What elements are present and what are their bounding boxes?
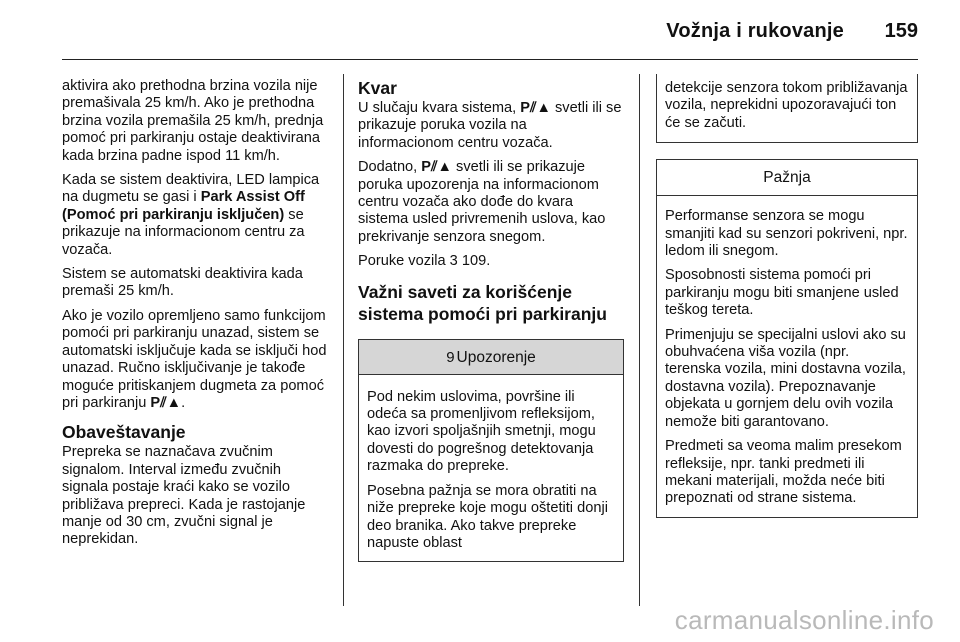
warning-title: Upozorenje — [456, 348, 536, 366]
paragraph — [62, 308, 330, 412]
header-divider — [62, 59, 918, 60]
warning-icon: 9 — [446, 348, 455, 366]
paragraph: aktivira ako prethodna brzina vozila nije premašivala 25 km/h. Ako je prethodna brzina vozila premašila 25 km/h, prednja pomoć pri parkiranju ostaje deaktivirana kada brzina padne ispod 11 km/h. — [62, 78, 324, 164]
column-divider-1 — [343, 74, 344, 606]
page-reference-icon: 3 — [449, 253, 458, 270]
watermark: carmanualsonline.info — [674, 605, 934, 635]
park-assist-icon: P⫽▲ — [150, 394, 182, 411]
paragraph: Posebna pažnja se mora obratiti na niže prepreke koje mogu oštetiti donji deo branika. Ako takve prepreke napuste oblast — [367, 482, 608, 551]
paragraph — [358, 159, 624, 246]
paragraph: detekcije senzora tokom približavanja vozila, neprekidni upozoravajući ton će se začuti. — [665, 80, 908, 131]
section-title: Vožnja i rukovanje — [666, 20, 844, 42]
park-assist-icon: P⫽▲ — [421, 159, 452, 176]
warning-header — [359, 339, 623, 375]
text: . — [181, 394, 186, 411]
page-number: 159 — [884, 20, 918, 42]
paragraph — [358, 253, 624, 270]
text-column-3 — [656, 78, 918, 518]
paragraph — [358, 100, 624, 152]
text: Kada se sistem deaktivira, LED lampica na dugmetu se gasi i — [62, 172, 320, 206]
notice-body — [657, 196, 917, 517]
paragraph: Pod nekim uslovima, površine ili odeća sa promenljivom refleksijom, kao izvori spoljašnjih smetnji, mogu dovesti do pogrešnog detektovanja razmaka do prepreke. — [367, 388, 596, 475]
park-assist-icon: P⫽▲ — [520, 100, 551, 116]
paragraph — [62, 172, 330, 259]
text: Ako je vozilo opremljeno samo funkcijom pomoći pri parkiranju unazad, sistem se automatski isključuje kada se isključi hod unazad. Ručno isključivanje je takođe moguće pritiskanjem dugmeta za pomoć pri parkiranju — [62, 307, 327, 411]
paragraph: Sistem se automatski deaktivira kada premaši 25 km/h. — [62, 266, 303, 300]
page-header — [0, 0, 960, 62]
warning-body — [359, 375, 623, 562]
text: Poruke vozila — [358, 253, 446, 270]
paragraph: Sposobnosti sistema pomoći pri parkiranju mogu biti smanjene usled teškog tereta. — [665, 267, 899, 319]
text-column-1 — [62, 78, 330, 556]
column-divider-2 — [639, 74, 640, 606]
paragraph: Predmeti sa veoma malim presekom refleksije, npr. tanki predmeti ili mekani materijali, možda neće biti prepoznati od strane sistema. — [665, 438, 902, 507]
heading-kvar: Kvar — [358, 78, 397, 98]
text-column-2 — [358, 78, 624, 562]
text: svetli ili se prikazuje poruka vozila na informacionom centru vozača. — [358, 100, 622, 151]
text: Dodatno, — [358, 159, 418, 176]
notice-box — [656, 159, 918, 518]
paragraph: Primenjuju se specijalni uslovi ako su obuhvaćena viša vozila (npr. terenska vozila, mini dostavna vozila, dostavna vozila). Prepoznavanje objekata u gornjem delu ovih vozila nemože biti garantovano. — [665, 326, 906, 430]
paragraph: Performanse senzora se mogu smanjiti kad su senzori pokriveni, npr. ledom ili snegom. — [665, 208, 908, 260]
heading-vazni-saveti: Važni saveti za korišćenje sistema pomoći pri parkiranju — [358, 281, 607, 324]
paragraph: Prepreka se naznačava zvučnim signalom. Interval između zvučnih signala postaje kraći kako se vozilo približava prepreci. Kada je rastojanje manje od 30 cm, zvučni signal je neprekidan. — [62, 444, 306, 548]
warning-box — [358, 339, 624, 563]
message-name: Park Assist Off (Pomoć pri parkiranju isključen) — [62, 189, 305, 223]
warning-box-continued — [656, 74, 918, 143]
page-reference-link[interactable]: 109. — [461, 253, 491, 270]
text: U slučaju kvara sistema, — [358, 100, 517, 116]
text: svetli ili se prikazuje poruka upozorenja na informacionom centru vozača ako dođe do kvara sistema usled privremenih uslova, kao prekrivanje senzora snegom. — [358, 159, 606, 245]
notice-title: Pažnja — [657, 160, 917, 196]
heading-obavestavanje: Obaveštavanje — [62, 422, 186, 443]
text: se prikazuje na informacionom centru za vozača. — [62, 206, 305, 258]
